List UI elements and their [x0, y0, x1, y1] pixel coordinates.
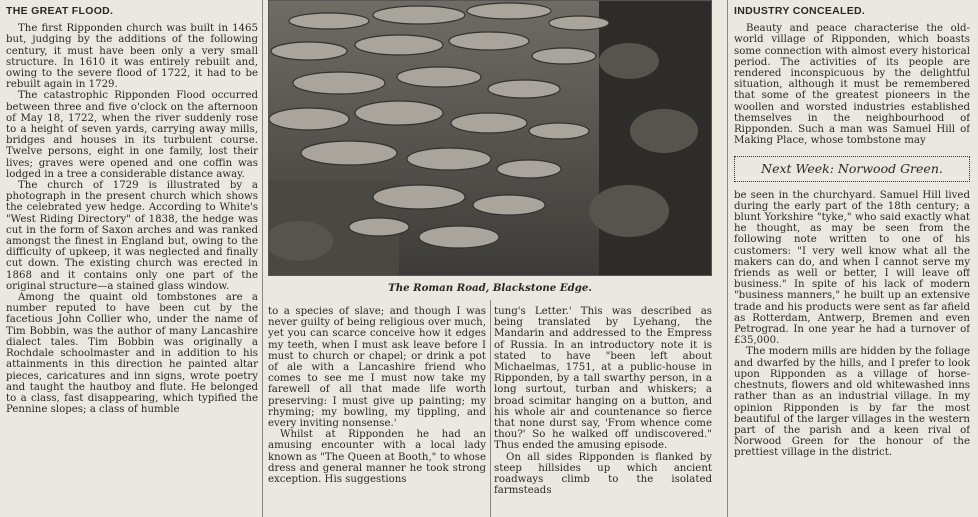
- paragraph: to a species of slave; and though I was never guilty of being religious over much, yet you can scarce conceive how it edges my teeth, when I must ask leave before I must to church or chapel; or drink a pot of ale with a Lancashire friend who comes to see me I must now take my farewell of all that made life worth preserving: I must give up painting; my rhyming; my bowling, my tippling, and every inviting nonsense.': [268, 306, 486, 430]
- paragraph: The church of 1729 is illustrated by a photograph in the present church which shows the celebrated yew hedge. According to White's "West Riding Directory" of 1838, the hedge was cut in the form of Saxon arches and was ranked amongst the finest in England but, owing to the difficulty of upkeep, it was neglected and finally cut down. The existing church was erected in 1868 and it contains only one part of the original structure—a stained glass window.: [6, 180, 258, 292]
- column-rule: [727, 0, 728, 517]
- column-middle-left: [268, 306, 486, 513]
- column-rule: [262, 0, 263, 517]
- paragraph: be seen in the churchyard. Samuel Hill lived during the early part of the 18th century; a blunt Yorkshire "tyke," who said exactly what he thought, as may be seen from the following note written to one of his customers: "I very well know what all the makers can do, and when I cannot serve my friends as well or better, I will leave off business." In spite of his lack of modern "business manners," he built up an extensive trade and his products were sent as far afield as Rotterdam, Antwerp, Bremen and even Petrograd. In one year he had a turnover of £35,000.: [734, 189, 970, 347]
- paragraph: On all sides Ripponden is flanked by steep hillsides up which ancient roadways climb to the isolated farmsteads: [494, 451, 712, 497]
- roman-road-photo: [268, 0, 712, 276]
- column-middle-right: [494, 306, 712, 513]
- photo-image: [269, 1, 711, 275]
- paragraph: The first Ripponden church was built in 1465 but, judging by the additions of the following century, it must have been only a very small structure. In 1610 it was entirely rebuilt and, owing to the severe flood of 1722, it had to be rebuilt again in 1729.: [6, 23, 258, 91]
- paragraph: Whilst at Ripponden he had an amusing encounter with a local lady known as "The Queen at Booth," to whose dress and general manner he took strong exception. His suggestions: [268, 429, 486, 486]
- paragraph: The modern mills are hidden by the foliage and dwarfed by the hills, and I prefer to look upon Ripponden as a village of horse-chestnuts, flowers and old whitewashed inns rather than as an industrial village. In my opinion Ripponden is by far the most beautiful of the larger villages in the western part of the parish and a keen rival of Norwood Green for the honour of the prettiest village in the district.: [734, 346, 970, 459]
- column-great-flood: [6, 4, 258, 513]
- photo-block: [268, 0, 712, 300]
- paragraph: The catastrophic Ripponden Flood occurred between three and five o'clock on the afternoon of May 18, 1722, when the river suddenly rose to a height of seven yards, carrying away mills, bridges and houses in its turbulent course. Twelve persons, eight in one family, lost their lives; graves were opened and one coffin was lodged in a tree a considerable distance away.: [6, 90, 258, 180]
- paragraph: Beauty and peace characterise the old-world village of Ripponden, which boasts some connection with almost every historical period. The activities of its people are rendered inconspicuous by the delightful situation, although it must be remembered that some of the greatest pioneers in the woollen and worsted industries established themselves in the neighbourhood of Ripponden. Such a man was Samuel Hill of Making Place, whose tombstone may: [734, 23, 970, 147]
- photo-caption: The Roman Road, Blackstone Edge.: [388, 282, 592, 294]
- next-week-notice: Next Week: Norwood Green.: [734, 156, 970, 181]
- section-heading: THE GREAT FLOOD.: [6, 5, 114, 17]
- section-heading: INDUSTRY CONCEALED.: [734, 5, 866, 17]
- column-rule: [490, 300, 491, 517]
- paragraph: Among the quaint old tombstones are a number reputed to have been cut by the facetious John Collier who, under the name of Tim Bobbin, was the author of many Lancashire dialect tales. Tim Bobbin was originally a Rochdale schoolmaster and in addition to his attainments in this direction he painted altar pieces, caricatures and inn signs, wrote poetry and taught the hautboy and flute. He belonged to a class, fast disappearing, which typified the Pennine slopes; a class of humble: [6, 292, 258, 416]
- paragraph: tung's Letter.' This was described as being translated by Lyehang, the Mandarin and addressed to the Empress of Russia. In an introductory note it is stated to have "been left about Michaelmas, 1751, at a public-house in Ripponden, by a tall swarthy person, in a long surtout, turban and whiskers; a broad scimitar hanging on a button, and his whole air and countenance so fierce that none durst say, 'From whence come thou?' So he walked off undiscovered." Thus ended the amusing episode.: [494, 306, 712, 452]
- column-industry-concealed: [734, 4, 970, 513]
